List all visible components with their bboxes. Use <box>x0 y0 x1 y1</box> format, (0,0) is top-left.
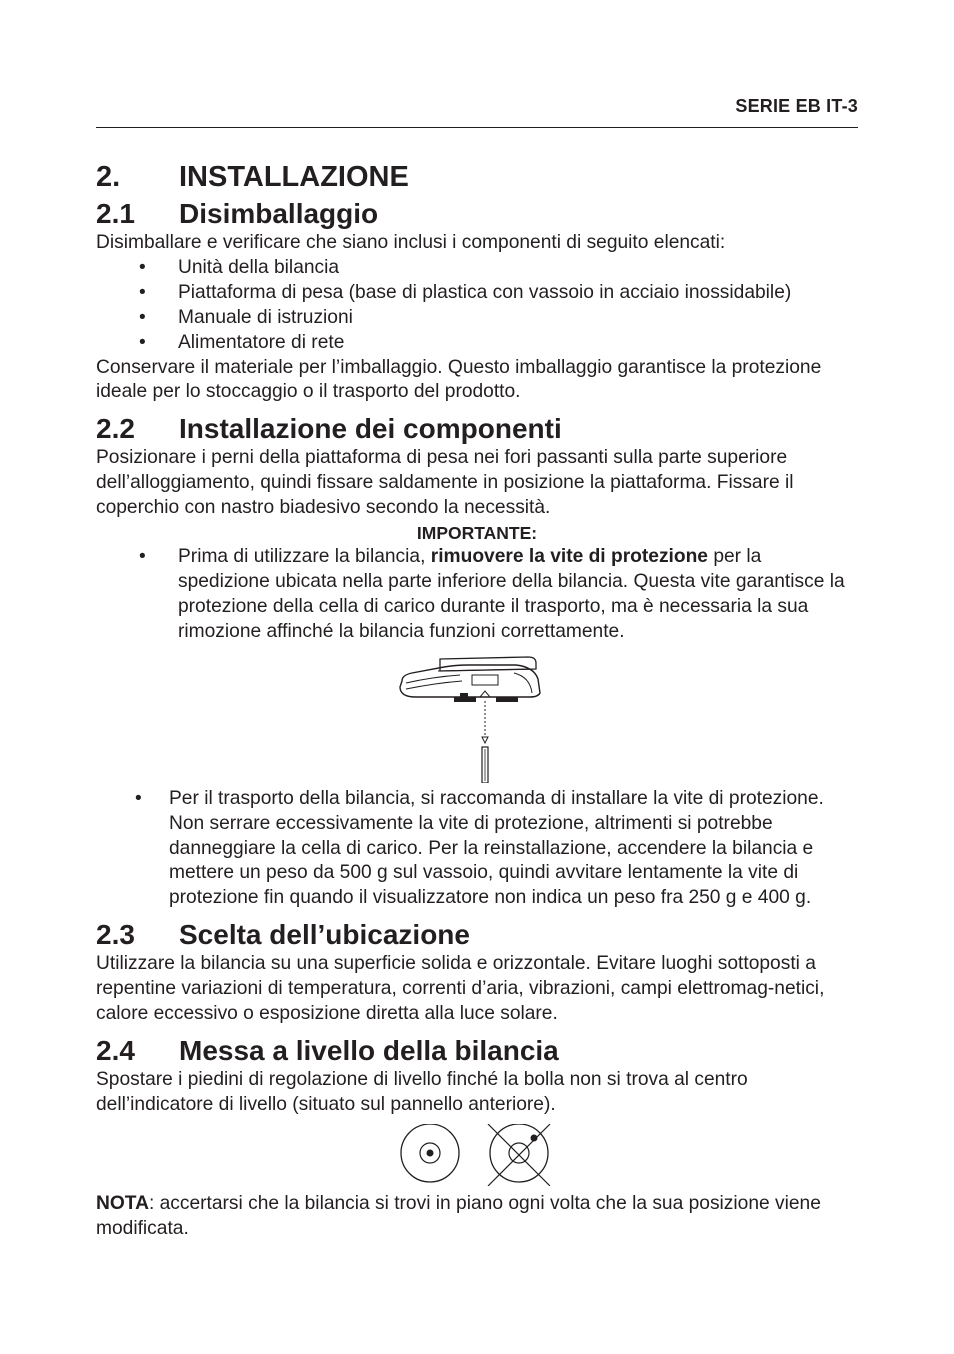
note-paragraph <box>96 1192 858 1242</box>
leveling-text: Spostare i piedini di regolazione di livello finché la bolla non si trova al centro dell’indicatore di livello (situato sul pannello anteriore). <box>96 1068 748 1115</box>
section-number: 2.1 <box>96 198 135 229</box>
bullet-icon: • <box>139 306 146 328</box>
level-indicator-illustration <box>400 1124 552 1186</box>
list-item: • Unità della bilancia <box>96 256 858 281</box>
bullet-icon: • <box>139 281 146 303</box>
package-contents-list <box>96 256 858 356</box>
list-item: • Alimentatore di rete <box>96 331 858 356</box>
packaging-note: Conservare il materiale per l’imballaggio. Questo imballaggio garantisce la protezione ideale per lo stoccaggio o il trasporto del prodotto. <box>96 356 822 403</box>
list-item: • Per il trasporto della bilancia, si raccomanda di installare la vite di protezione. Non serrare eccessivamente la vite di protezione, altrimenti si potrebbe danneggiare la cella di carico. Per la reinstallazione, accendere la bilancia e mettere un peso da 500 g sul vassoio, quindi avvitare lentamente la vite di protezione fin quando il visualizzatore non indica un peso fra 250 g e 400 g. <box>135 787 824 909</box>
body-contour-line <box>514 673 532 693</box>
scale-screw-illustration <box>396 653 646 783</box>
emphasis-text: rimuovere la vite di protezione <box>430 546 708 568</box>
pan-edge <box>438 669 536 671</box>
chapter-number: 2. <box>96 161 121 193</box>
screw-hole <box>480 691 490 697</box>
important-list <box>96 545 858 645</box>
section-title: Installazione dei componenti <box>179 413 562 445</box>
bullet-icon: • <box>139 331 146 353</box>
assembly-text: Posizionare i perni della piattaforma di pesa nei fori passanti sulla parte superiore dell’alloggiamento, quindi fissare saldamente in posizione la piattaforma. Fissare il coperchio con nastro biadesivo secondo la necessità. <box>96 447 794 519</box>
note-text: : accertarsi che la bilancia si trovi in piano ogni volta che la sua posizione viene modificata. <box>96 1192 821 1239</box>
section-title: Scelta dell’ubicazione <box>179 919 470 951</box>
section-number: 2.2 <box>96 413 135 445</box>
page-content <box>96 158 858 1242</box>
section-heading-2-3 <box>96 917 858 952</box>
unpacking-intro: Disimballare e verificare che siano inclusi i componenti di seguito elencati: <box>96 232 726 253</box>
bullet-icon: • <box>139 256 146 278</box>
foot-detail <box>460 693 468 697</box>
manual-page <box>96 0 858 1354</box>
arrow-down-icon <box>482 737 488 743</box>
section-heading-2-4 <box>96 1033 858 1068</box>
list-item: • Manuale di istruzioni <box>96 306 858 331</box>
chapter-title: INSTALLAZIONE <box>179 161 409 193</box>
display-window <box>472 675 498 685</box>
body-contour-line <box>406 681 462 689</box>
section-heading-2-1 <box>96 196 858 231</box>
location-text: Utilizzare la bilancia su una superficie solida e orizzontale. Evitare luoghi sottoposti a repentine variazioni di temperatura, correnti d’aria, vibrazioni, campi elettromag-netici, calore eccessivo o esposizione diretta alla luce solare. <box>96 953 825 1025</box>
running-head: SERIE EB IT-3 <box>735 96 858 116</box>
scale-foot <box>496 697 518 702</box>
level-correct-icon <box>401 1124 459 1182</box>
list-item: • Prima di utilizzare la bilancia, rimuovere la vite di protezione per la spedizione ubicata nella parte inferiore della bilancia. Questa vite garantisce la protezione della cella di carico durante il trasporto, ma è necessaria la sua rimozione affinché la bilancia funzioni correttamente. <box>139 546 845 642</box>
header-rule <box>96 127 858 128</box>
bullet-icon: • <box>135 787 142 809</box>
list-item: • Piattaforma di pesa (base di plastica con vassoio in acciaio inossidabile) <box>96 281 858 306</box>
section-title: Disimballaggio <box>179 198 379 229</box>
section-number: 2.4 <box>96 1034 135 1066</box>
bullet-icon: • <box>139 546 146 568</box>
chapter-heading <box>96 158 858 196</box>
section-heading-2-2 <box>96 411 858 446</box>
level-incorrect-icon <box>488 1124 550 1186</box>
important-label: IMPORTANTE: <box>416 523 538 544</box>
note-label: NOTA <box>96 1192 149 1214</box>
section-title: Messa a livello della bilancia <box>179 1034 559 1066</box>
section-number: 2.3 <box>96 919 135 951</box>
scale-foot <box>454 697 476 702</box>
transport-list <box>96 787 858 912</box>
